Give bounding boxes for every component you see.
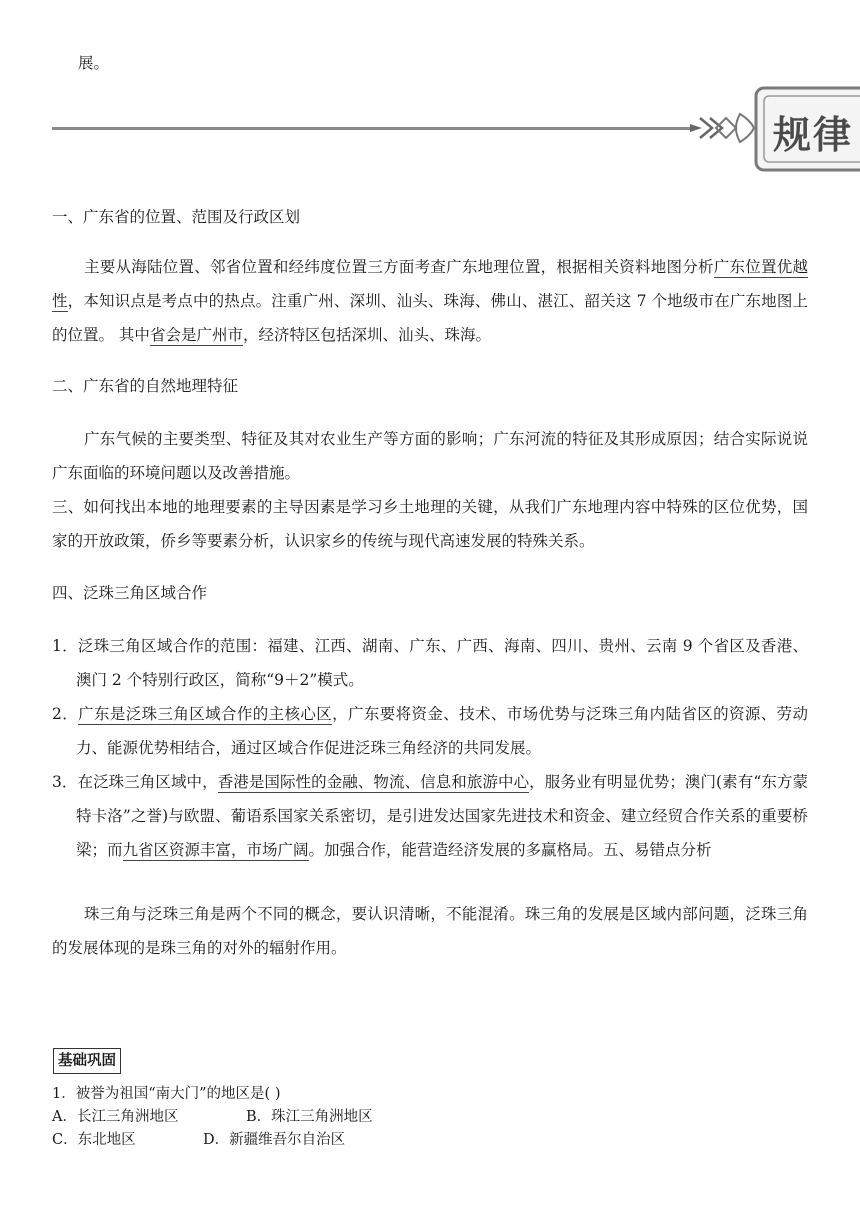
option-c: C．东北地区 [52,1132,136,1148]
exercise-label: 基础巩固 [53,1048,121,1074]
section1-heading: 一、广东省的位置、范围及行政区划 [52,208,301,226]
list-item-1: 1．泛珠三角区域合作的范围：福建、江西、湖南、广东、广西、海南、四川、贵州、云南 9 个省区及香港、澳门 2 个特别行政区，简称“9＋2”模式。 [52,637,808,689]
option-a: A．长江三角洲地区 [52,1109,179,1125]
underlined-phrase: 省会是广州市 [149,326,243,344]
section4-heading: 四、泛珠三角区域合作 [52,584,208,602]
underlined-phrase: 广东位置优越性 [52,258,808,310]
option-b: B．珠江三角洲地区 [246,1109,373,1125]
banner-title: 规律 [773,113,854,157]
option-d: D．新疆维吾尔自治区 [203,1132,346,1148]
list-item-2: 2．广东是泛珠三角区域合作的主核心区，广东要将资金、技术、市场优势与泛珠三角内陆省区的资源、劳动力、能源优势相结合，通过区域合作促进泛珠三角经济的共同发展。 [52,705,808,757]
underlined-phrase: 广东是泛珠三角区域合作的主核心区 [78,705,333,723]
underlined-phrase: 香港是国际性的金融、物流、信息和旅游中心 [217,773,530,791]
section2-paragraph: 广东气候的主要类型、特征及其对农业生产等方面的影响；广东河流的特征及其形成原因；结合实际说说广东面临的环境问题以及改善措施。 [52,430,808,482]
section3-paragraph: 三、如何找出本地的地理要素的主导因素是学习乡土地理的关键，从我们广东地理内容中特殊的区位优势，国家的开放政策，侨乡等要素分析，认识家乡的传统与现代高速发展的特殊关系。 [52,498,808,550]
section-divider-line [52,127,692,130]
question-1: 1．被誉为祖国“南大门”的地区是( ) [52,1086,281,1102]
list-item-3: 3．在泛珠三角区域中，香港是国际性的金融、物流、信息和旅游中心，服务业有明显优势；澳门(素有“东方蒙特卡洛”之誉)与欧盟、葡语系国家关系密切，是引进发达国家先进技术和资金、建立经贸合作关系的重要桥梁；而九省区资源丰富，市场广阔。加强合作，能营造经济发展的多赢格局。五、易错点分析 [52,773,808,859]
section1-paragraph: 主要从海陆位置、邻省位置和经纬度位置三方面考查广东地理位置，根据相关资料地图分析广东位置优越性，本知识点是考点中的热点。注重广州、深圳、汕头、珠海、佛山、湛江、韶关这 7 个地级市在广东地图上的位置。 其中省会是广州市，经济特区包括深圳、汕头、珠海。 [52,258,808,344]
section2-heading: 二、广东省的自然地理特征 [52,377,239,395]
underlined-phrase: 九省区资源丰富，市场广阔 [122,841,309,859]
error-analysis-paragraph: 珠三角与泛珠三角是两个不同的概念，要认识清晰，不能混淆。珠三角的发展是区域内部问题，泛珠三角的发展体现的是珠三角的对外的辐射作用。 [52,905,808,957]
top-fragment: 展。 [78,54,110,72]
